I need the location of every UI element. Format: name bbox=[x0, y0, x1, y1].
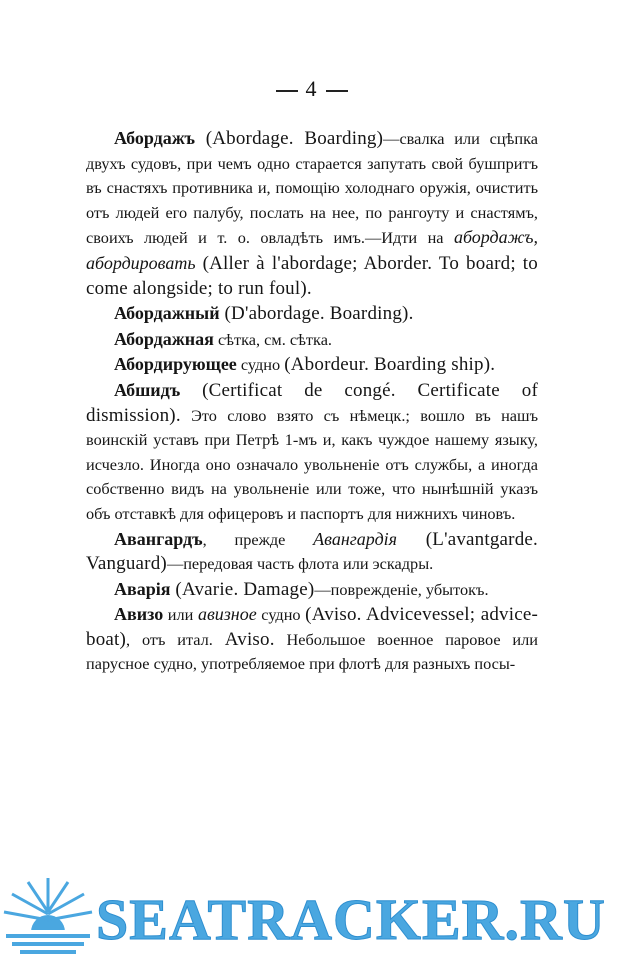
entry-headword: Авангардъ bbox=[114, 528, 203, 549]
dictionary-entry bbox=[86, 378, 538, 527]
entry-text: —поврежденіе, убытокъ. bbox=[314, 579, 489, 599]
entry-translation: Aviso. bbox=[224, 628, 275, 650]
dictionary-text bbox=[86, 126, 538, 677]
entry-text: Это слово взято съ нѣмецк.; вошло въ нашъ воинскій уставъ при Петрѣ 1-мъ и, какъ чуждое нашему языку, исчезло. Иногда оно означало увольненіе отъ службы, а иногда собственно видъ на увольненіе или тоже, что нынѣшній указъ объ отставкѣ для офицеровъ и паспортъ для нижнихъ чиновъ. bbox=[86, 405, 538, 523]
entry-italic-term: Авангардія bbox=[313, 528, 398, 549]
watermark-text: SEATRACKER.RU bbox=[96, 887, 606, 952]
page-number bbox=[0, 76, 623, 102]
entry-text: или bbox=[163, 605, 198, 625]
dash-left bbox=[276, 90, 298, 92]
entry-translation: (Abordeur. Boarding ship). bbox=[284, 354, 496, 376]
entry-text: , прежде bbox=[202, 529, 314, 549]
entry-text: судно bbox=[236, 355, 285, 375]
entry-headword: Абордажная bbox=[114, 328, 214, 349]
entry-headword: Абордажный bbox=[114, 303, 220, 324]
entry-translation: (Aller à l'abordage; Aborder. To board; to come alongside; to run foul). bbox=[86, 252, 538, 299]
dictionary-entry bbox=[86, 577, 538, 603]
dash-right bbox=[326, 90, 348, 92]
entry-text: Небольшое военное паровое или парусное судно, употребляемое при флотѣ для разныхъ посы- bbox=[86, 629, 538, 674]
entry-translation: (Certificat de congé. Certificate of dismission). bbox=[86, 379, 538, 426]
page-number-text: 4 bbox=[305, 76, 318, 101]
dictionary-entry bbox=[86, 527, 538, 577]
dictionary-entry bbox=[86, 352, 538, 378]
entry-translation: (Avarie. Damage) bbox=[170, 578, 315, 600]
dictionary-entry bbox=[86, 301, 538, 327]
entry-italic-term: авизное bbox=[197, 604, 257, 625]
entry-translation: (Abordage. Boarding) bbox=[195, 128, 384, 149]
entry-italic-term: абордажъ, абордировать bbox=[86, 227, 538, 273]
entry-text: сѣтка, см. сѣтка. bbox=[213, 329, 332, 349]
dictionary-entry bbox=[86, 126, 538, 301]
entry-headword: Абшидъ bbox=[114, 379, 181, 400]
entry-translation: (Aviso. Advicevessel; advice-boat) bbox=[86, 604, 539, 650]
entry-headword: Аварія bbox=[114, 578, 171, 599]
entry-text: , отъ итал. bbox=[126, 629, 225, 649]
dictionary-entry bbox=[86, 602, 538, 677]
sun-logo-icon bbox=[0, 872, 96, 963]
watermark bbox=[0, 872, 623, 963]
entry-translation: (L'avantgarde. Vanguard) bbox=[86, 528, 538, 575]
entry-text: —свалка или сцѣпка двухъ судовъ, при чемъ одно старается запутать свой бушпритъ въ снастяхъ противника и, помощію холоднаго оружія, очистить отъ людей его палубу, послать на нее, по рангоуту и снастямъ, своихъ людей и т. о. овладѣть имъ.—Идти на bbox=[86, 129, 538, 248]
entry-headword: Абордажъ bbox=[114, 128, 196, 148]
entry-headword: Авизо bbox=[114, 604, 164, 625]
entry-headword: Абордирующее bbox=[114, 354, 237, 375]
entry-text: судно bbox=[256, 605, 306, 625]
entry-translation: (D'abordage. Boarding). bbox=[219, 303, 414, 325]
dictionary-entry bbox=[86, 327, 538, 353]
entry-text: —передовая часть флота или эскадры. bbox=[166, 554, 434, 574]
